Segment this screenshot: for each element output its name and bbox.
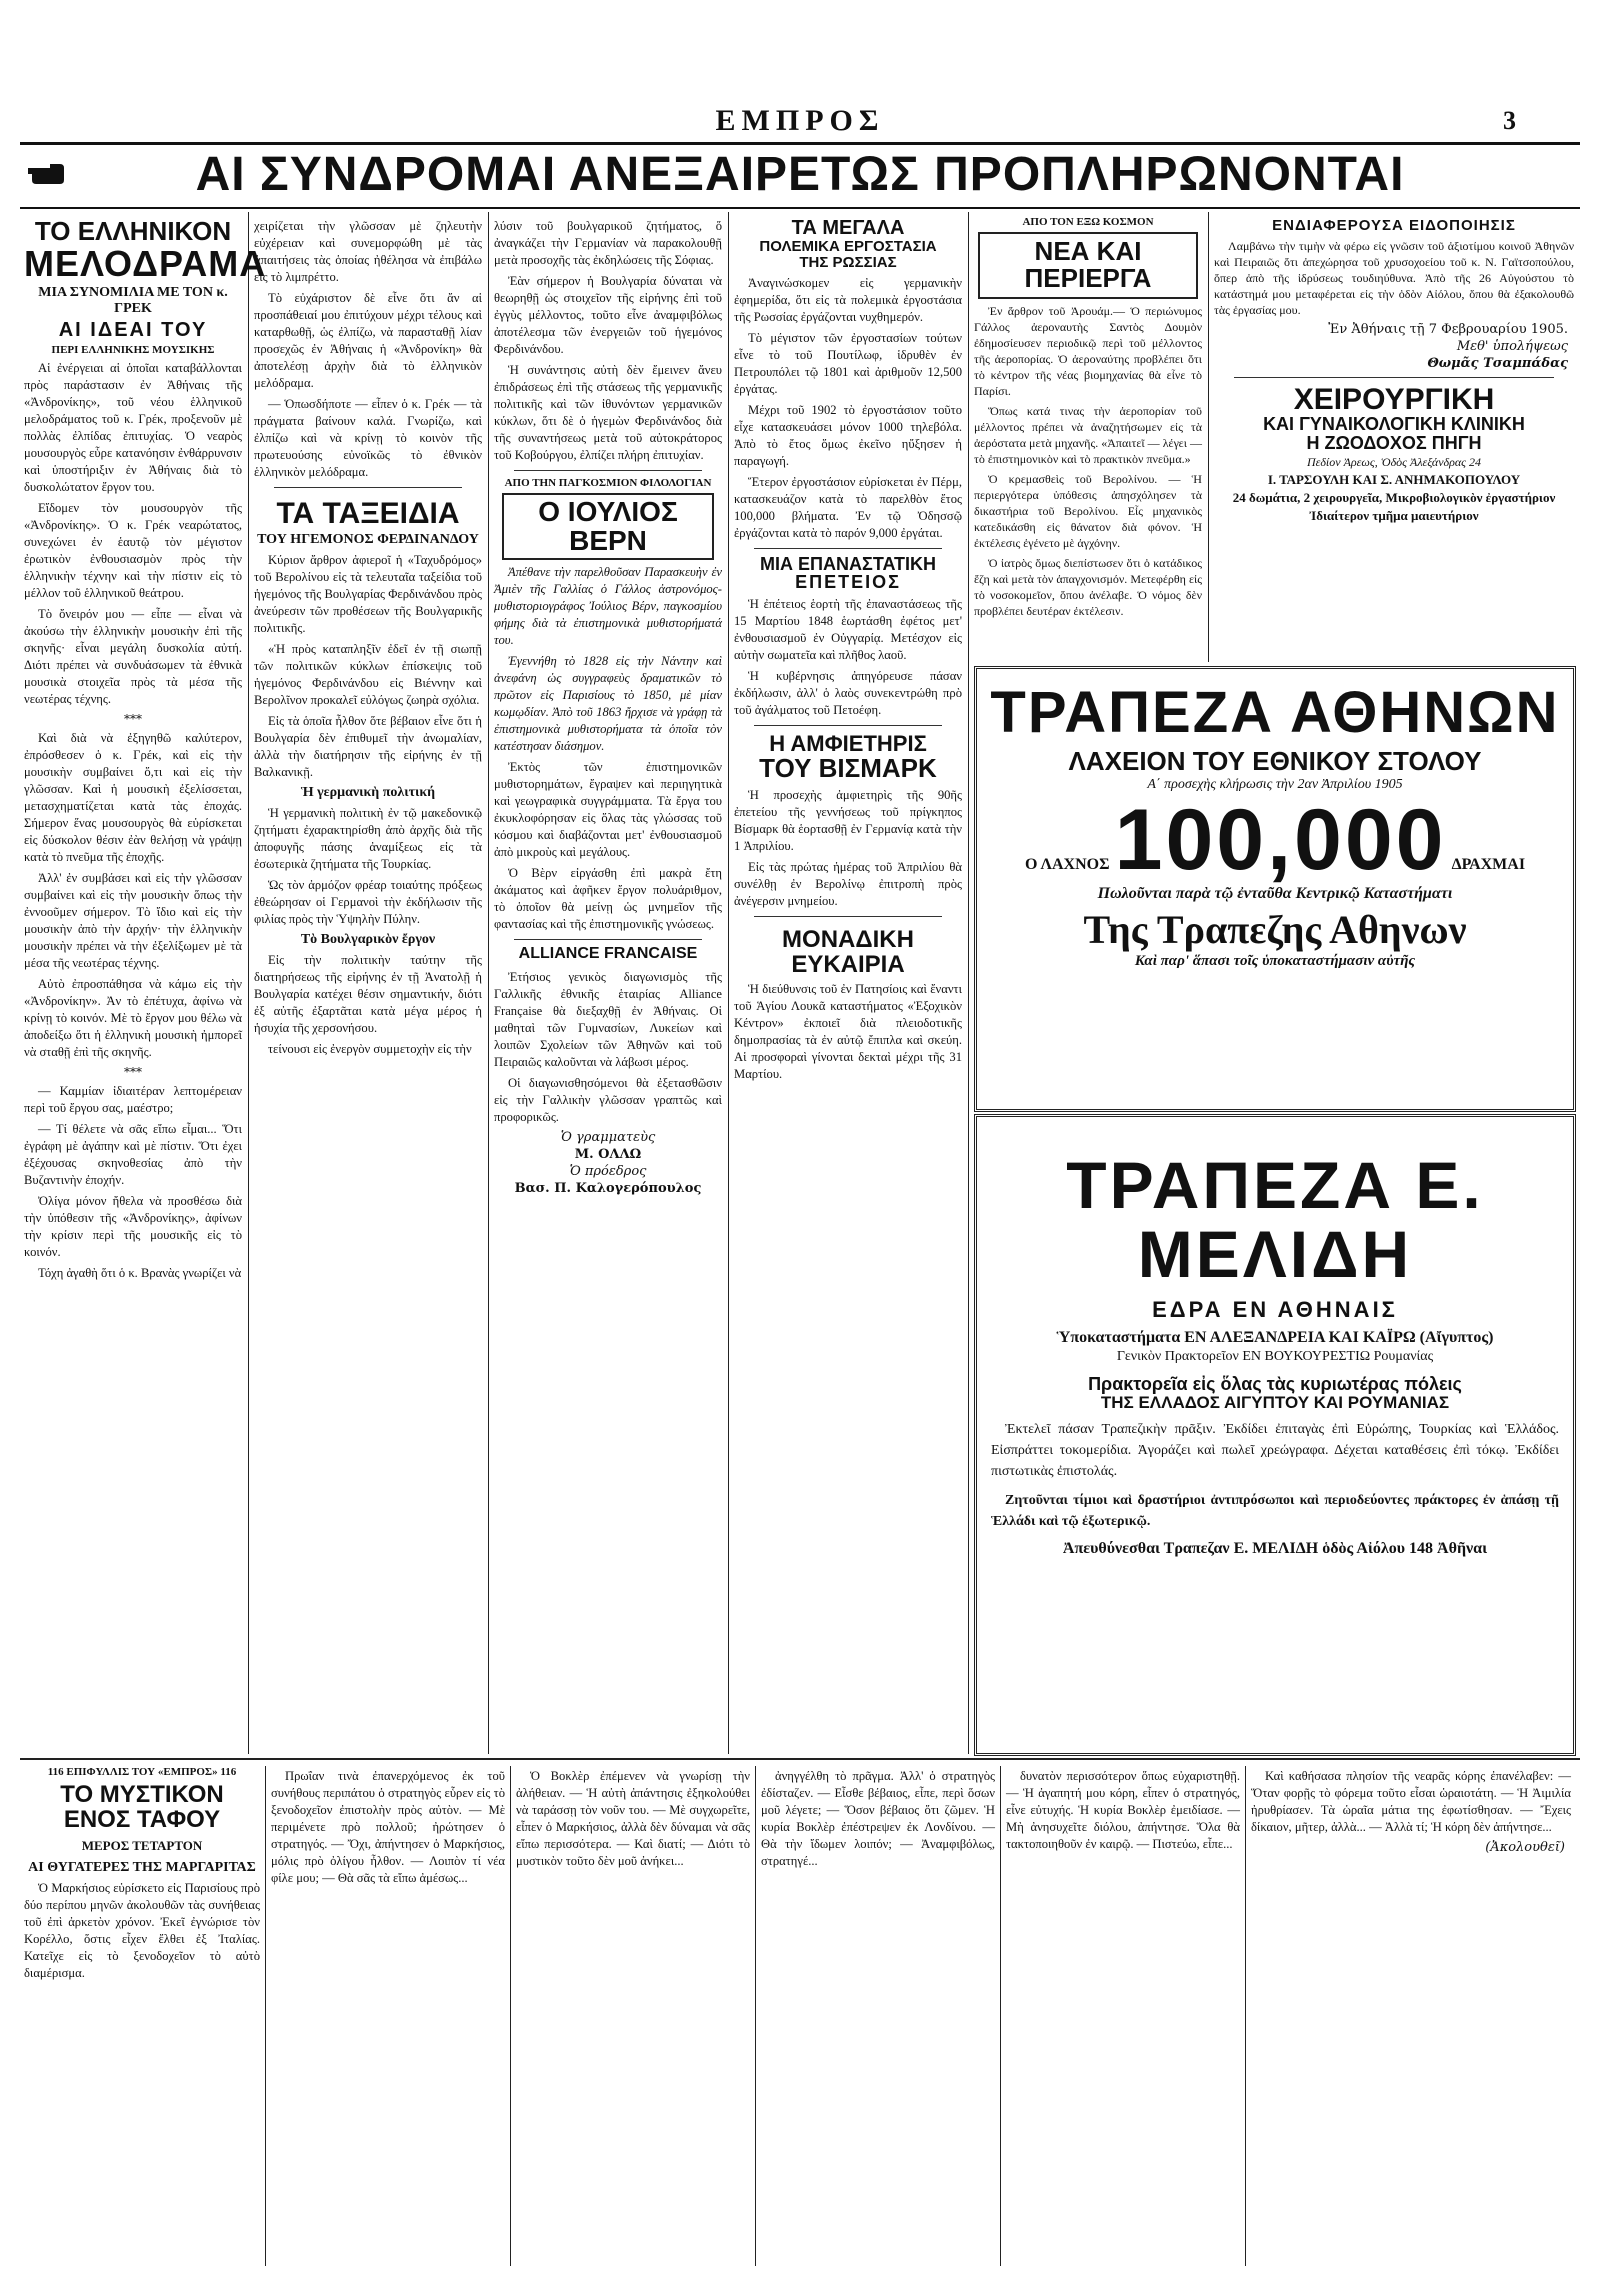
headline-anniversary: ΕΠΕΤΕΙΟΣ [795,572,901,593]
headline-bismarck: ΤΟΥ ΒΙΣΜΑΡΚ [759,753,937,784]
asterism: *** [124,1065,142,1080]
kicker: ΑΠΟ ΤΗΝ ΠΑΓΚΟΣΜΙΟΝ ΦΙΛΟΛΟΓΙΑΝ [504,477,712,489]
column-divider [1208,212,1209,662]
serial-column [1251,1764,1571,2268]
paragraph: Ὅπως κατά τινας τὴν ἀεροπορίαν τοῦ μέλλοντος πρέπει νὰ ἀναζητήσωμεν εἰς τὰ ἀερόστατα μετὰ μηχανῆς. «Ἀπαιτεῖ — λέγει — τὸ ἐπιστημονικὸν καὶ τὸ πρακτικὸν πνεῦμα.» [974,403,1202,466]
paragraph: Ἡ προσεχὴς ἀμφιετηρὶς τῆς 90ῆς ἐπετείου τῆς γεννήσεως τοῦ πρίγκηπος Βίσμαρκ θὰ ἑορτασθῇ ἐν Γερμανίᾳ κατὰ τὴν 1 Ἀπριλίου. [734,787,962,853]
prize-label: Ο ΛΑΧΝΟΣ [1024,856,1110,874]
headline-greek: ΤΟ ΕΛΛΗΝΙΚΟΝ [34,216,232,246]
ad-title: ΤΡΑΠΕΖΑ ΑΘΗΝΩΝ [990,680,1560,745]
serial-column [516,1764,750,2268]
subscription-banner [20,146,1580,204]
paragraph: Κύριον ἄρθρον ἀφιεροῖ ἡ «Ταχυδρόμος» τοῦ Βερολίνου εἰς τὰ τελευταῖα ταξείδια τοῦ ἡγεμόνος τῆς Βουλγαρίας Φερδινάνδου πρὸς ἀνεύρεσιν τῶν προθέσεων τῆς Βουλγαρικῆς πολιτικῆς. [254,552,482,635]
clinic-heading: ΧΕΙΡΟΥΡΓΙΚΗ [1293,382,1495,416]
paragraph: Ὁ ἰατρὸς ὅμως διεπίστωσεν ὅτι ὁ κατάδικος ἔζη καὶ μετὰ τὸν ἀπαγχονισμόν. Μετεφέρθη εἰς τὸ νοσοκομεῖον, ὅπου ἀνέλαβε. Ὁ νόμος δὲν προβλέπει δευτέραν ἐκτέλεσιν. [974,555,1202,618]
paragraph: Τὸ ὄνειρόν μου — εἶπε — εἶναι νὰ ἀκούσω τὴν ἑλληνικὴν μουσικὴν ἐπὶ τῆς σκηνῆς· εἶναι μεγάλη δυσκολία αὐτή. Διότι πρέπει νὰ συνδυάσωμεν τὰ ἐθνικὰ μουσικὰ στοιχεῖα πρὸς τὰ μέσα τῆς νεωτέρας τέχνης. [24,607,242,707]
divider [754,916,942,917]
page-number: 3 [1503,106,1516,135]
paragraph: Ἕτερον ἐργοστάσιον εὑρίσκεται ἐν Πέρμ, κατασκευάζον κατὰ τὸ παρελθὸν ἔτος 100,000 βλήματα. Ἐν τῷ Ὀδησσῷ ἐργάζονται κατὰ τὸ παρόν 9,000 ἐργάται. [734,474,962,540]
paragraph: Ἐν ἄρθρον τοῦ Ἀρουάμ.— Ὁ περιώνυμος Γάλλος ἀεροναυτὴς Σαντὸς Δουμὸν ἐδημοσίευσεν περιοδικῷ περὶ τοῦ μέλλοντος τῆς ἀεροπορίας. Ὁ ἀεροναύτης προβλέπει ὅτι τὸ κέντρον τῆς νέας βιομηχανίας θὰ εἶνε τὸ Παρίσι. [974,303,1202,398]
ad-title: ΤΡΑΠΕΖΑ Ε. ΜΕΛΙΔΗ [1066,1148,1484,1292]
paragraph: «Ἡ πρὸς καταπληξῖν ἐδεῖ ἐν τῇ σιωπῇ τῶν πολιτικῶν κύκλων ἐπίσκεψις τοῦ ἡγεμόνος Φερδινάνδου εἰς Βιέννην καὶ Βερολῖνον προκαλεῖ εὐλόγως ζωηρὰ σχόλια. [254,641,482,707]
paragraph: Ἐγεννήθη τὸ 1828 εἰς τὴν Νάντην καὶ ἀνεφάνη ὡς συγγραφεὺς δραματικῶν τὸ πρῶτον εἰς Παρισίους τὸ 1850, μὲ μίαν κωμῳδίαν. Ἀπὸ τοῦ 1863 ἤρχισε νὰ γράφῃ τὰ ἐπιστημονικὰ μυθιστορήματα τὰ ὁποῖα τὸν κατέστησαν διάσημον. [494,653,722,753]
divider [514,939,702,940]
subsection-title: Τὸ Βουλγαρικὸν ἔργον [300,931,436,947]
paragraph: Ἡ γερμανικὴ πολιτικὴ ἐν τῷ μακεδονικῷ ζητήματι ἐχαρακτηρίσθη ἀπὸ ἀρχῆς διὰ τῆς ἀποφυγῆς πάσης ἀναμίξεως εἰς τὰ ἐσωτερικὰ ζητήματα τῆς Τουρκίας. [254,805,482,871]
prize-amount: 100,000 [1114,792,1447,889]
paragraph: Ὡς τὸν ἀρμόζον φρέαρ τοιαύτης πρόξεως ἐθεώρησαν οἱ Γερμανοὶ τὴν ἐκδήλωσιν τῆς φιλίας πρὸς τὴν Ὑψηλὴν Πύλην. [254,877,482,926]
serial-column [1006,1764,1240,2268]
serial-text: Ὁ Μαρκήσιος εὑρίσκετο εἰς Παρισίους πρὸ δύο περίπου μηνῶν ἀκολουθῶν τὰς συνήθειας τοῦ ἐπὶ ἀρκετὸν χρόνον. Ἐκεῖ ἐγνώρισε τὸν Κορέλλο, ὅστις εἶχεν ἔλθει ἐξ Ἰταλίας. Κατεῖχε εἰς τὸ ξενοδοχεῖον τὸ αὐτὸ διαμέρισμα. [24,1881,260,1981]
paragraph: — Τί θέλετε νὰ σᾶς εἴπω εἶμαι... Ὅτι ἐγράφη μὲ ἀγάπην καὶ μὲ πίστιν. Ὅτι ἐχει ἐξέχουσας σκηνοθεσίας ἀπὸ τὴν Βυζαντινὴν ἐποχήν. [24,1122,242,1188]
ad-text: Ἐκτελεῖ πάσαν Τραπεζικὴν πρᾶξιν. Ἐκδίδει ἐπιταγὰς ἐπὶ Εὐρώπης, Τουρκίας καὶ Ἑλλάδος. Εἰσπράττει τοκομερίδια. Ἀγοράζει καὶ πωλεῖ χρεώγραφα. Δέχεται καταθέσεις ἐπὶ τόκῳ. Ἐκδίδει πιστωτικὰς ἐπιστολάς. [991,1422,1559,1480]
subsection-title: Ἡ γερμανικὴ πολιτική [300,784,436,800]
divider [754,548,942,549]
headline-alliance: ALLIANCE FRANCAISE [518,944,698,962]
pointing-hand-icon [26,158,66,188]
column-divider [755,1766,756,2266]
article-jules-verne [494,214,722,1752]
signature-name: Βασ. Π. Καλογερόπουλος [514,1180,702,1196]
serial-text: ἀνηγγέλθη τὸ πρᾶγμα. Ἀλλ' ὁ στρατηγὸς ἐδίσταζεν. — Εἶσθε βέβαιος, εἶπε, περὶ ὅσων μοῦ λέγετε; — Ὅσον βέβαιος ὅτι ζῶμεν. Ἡ κυρία Βοκλὲρ ἐπέστρεψεν ἐκ Λονδίνου. — Θὰ τὴν ἴδωμεν λοιπόν; — Ἀναμφιβόλως, στρατηγέ... [761,1769,995,1868]
ad-text-agents: Ζητοῦνται τίμιοι καὶ δραστήριοι ἀντιπρόσωποι καὶ περιοδεύοντες πράκτορες ἐν ἁπάσῃ τῇ Ἑλλάδι καὶ τῷ ἐξωτερικῷ. [991,1493,1559,1530]
paragraph: Τόχη ἀγαθὴ ὅτι ὁ κ. Βρανὰς γνωρίζει νὰ [38,1266,242,1281]
serial-text: δυνατὸν περισσότερον ὅπως εὐχαριστηθῇ. — Ἡ ἀγαπητή μου κόρη, εἶπεν ὁ στρατηγός, εἶνε εὐτυχής. Ἡ κυρία Βοκλὲρ ἐμειδίασε. — Μὴ ἀνησυχεῖτε διόλου, ἀπήντησε. Ὅλα θὰ τακτοποιηθοῦν ἐν καιρῷ. — Πιστεύω, εἶπε... [1006,1769,1240,1851]
divider [754,725,942,726]
serial-story [24,1764,260,2268]
banner-rule [20,207,1580,209]
notice-sign-label: Μεθ' ὑπολήψεως [1456,338,1568,354]
serial-episode: 116 ΕΠΙΦΥΛΛΙΣ ΤΟΥ «ΕΜΠΡΟΣ» 116 [47,1766,237,1778]
serial-divider [20,1758,1580,1760]
clinic-type: ΚΑΙ ΓΥΝΑΙΚΟΛΟΓΙΚΗ ΚΛΙΝΙΚΗ [1263,414,1525,435]
signature-name: Μ. ΟΛΛΩ [574,1146,642,1162]
headline-russia: ΤΗΣ ΡΩΣΣΙΑΣ [799,253,897,271]
paragraph: Εἰς τὰς πρώτας ἡμέρας τοῦ Ἀπριλίου θὰ συνέλθῃ ἐν Βερολίνῳ ἐπιτροπὴ πρὸς ἀνέγερσιν μνημείου. [734,859,962,908]
paragraph: Ἐκτὸς τῶν ἐπιστημονικῶν μυθιστορημάτων, ἔγραψεν καὶ περιηγητικὰ καὶ γεωγραφικὰ συγγράμματα. Τὰ ἔργα του ἐκυκλοφόρησαν εἰς ὅλας τὰς γλώσσας τοῦ κόσμου καὶ διαβάζονται μετ' ἐνθουσιασμοῦ ἀπὸ μικροὺς καὶ μεγάλους. [494,759,722,859]
paragraph: Ἡ κυβέρνησις ἀπηγόρευσε πάσαν ἐκδήλωσιν, ἀλλ' ὁ λαὸς συνεκεντρώθη πρὸ τοῦ ἀγάλματος τοῦ Πετοέφη. [734,669,962,718]
paragraph: τείνουσι εἰς ἐνεργὸν συμμετοχὴν εἰς τὴν [268,1041,472,1056]
ad-melidi-bank [974,1114,1576,1756]
paragraph: Εἰς τὴν πολιτικὴν ταύτην τῆς διατηρήσεως τῆς εἰρήνης ἐν τῇ Ἀνατολῇ ἡ Βουλγαρία κατέχει θέσιν σημαντικήν, διότι ἐξ αὐτῆς ἐξαρτᾶται κατὰ μέγα μέρος ἡ ἡσυχία τῆς χερσονήσου. [254,952,482,1035]
prize-unit: ΔΡΑΧΜΑΙ [1451,856,1526,874]
clinic-maternity: Ἰδιαίτερον τμῆμα μαιευτήριον [1309,508,1479,524]
ad-sold: Πωλοῦνται παρὰ τῷ ἐνταῦθα Κεντρικῷ Καταστήματι [1097,885,1453,903]
divider [1234,377,1554,378]
paragraph: — Καμμίαν ἰδιαιτέραν λεπτομέρειαν περὶ τοῦ ἔργου σας, μαέστρο; [24,1084,242,1116]
headline-melodrama: ΜΕΛΟΔΡΑΜΑ [24,243,267,285]
ad-subtitle: ΛΑΧΕΙΟΝ ΤΟΥ ΕΘΝΙΚΟΥ ΣΤΟΛΟΥ [1068,745,1482,776]
ad-bank-of-athens [974,666,1576,1112]
headline-unique-opportunity: ΜΟΝΑΔΙΚΗ ΕΥΚΑΙΡΙΑ [782,925,914,978]
notice-signature: Θωμᾶς Τσαμπάδας [1427,355,1568,371]
masthead [20,104,1580,144]
headline-verne: Ο ΙΟΥΛΙΟΣ ΒΕΡΝ [502,493,714,560]
column-divider [265,1766,266,2266]
column-divider [968,212,969,1754]
notice-text: Λαμβάνω τὴν τιμὴν νὰ φέρω εἰς γνῶσιν τοῦ ἀξιοτίμου κοινοῦ Ἀθηνῶν καὶ Πειραιῶς ὅτι ἀπεχώρησα τοῦ χρυσοχοείου τοῦ κ. Ν. Γαϊτσοπούλου, ὅπερ ἀπὸ τῆς ἱδρύσεως τουδιηύθυνα. Ἀπὸ τῆς 26 Αὐγούστου τὸ κατάστημά μου μεταφέρεται εἰς τὴν ὁδὸν Αἰόλου, ὅπου θὰ ἐξακολουθῶ τὰς ἐργασίας μου. [1214,238,1574,317]
paragraph: χειρίζεται τὴν γλῶσσαν μὲ ζηλευτὴν εὐχέρειαν καὶ συνεμορφώθη μὲ τὰς ἀπαιτήσεις τὰς ὁποίας ἠθέλησα νὰ ἐπιβάλω εἰς τὸ λιμπρέττο. [254,219,482,284]
serial-chapter: ΑΙ ΘΥΓΑΤΕΡΕΣ ΤΗΣ ΜΑΡΓΑΡΙΤΑΣ [28,1860,256,1876]
subheadline: ΜΙΑ ΣΥΝΟΜΙΛΙΑ ΜΕ ΤΟΝ κ. ΓΡΕΚ [38,285,228,317]
ad-countries: ΤΗΣ ΕΛΛΑΔΟΣ ΑΙΓΥΠΤΟΥ ΚΑΙ ΡΟΥΜΑΝΙΑΣ [1100,1392,1450,1412]
paragraph: Οἱ διαγωνισθησόμενοι θὰ ἐξετασθῶσιν εἰς τὴν Γαλλικὴν γλῶσσαν γραπτῶς καὶ προφορικῶς. [494,1075,722,1124]
headline-factories: ΠΟΛΕΜΙΚΑ ΕΡΓΟΣΤΑΣΙΑ [759,238,937,255]
ad-branches: Καὶ παρ' ἅπασι τοῖς ὑποκαταστήμασιν αὐτῆς [1134,953,1416,970]
notice-heading: ΕΝΔΙΑΦΕΡΟΥΣΑ ΕΙΔΟΠΟΙΗΣΙΣ [1272,217,1516,234]
paragraph: Αὐτὸ ἐπροσπάθησα νὰ κάμω εἰς τὴν «Ἀνδρονίκην». Ἀν τὸ ἐπέτυχα, ἀφίνω νὰ κρίνῃ τὸ κοινόν. Μὲ τὸ ἔργον μου θέλω νὰ ἀποδείξω ὅτι ἡ ἑλληνικὴ μουσικὴ ἠμπορεῖ νὰ σταθῇ ἐπὶ τῆς σκηνῆς. [24,977,242,1060]
paragraph: Ἀπέθανε τὴν παρελθοῦσαν Παρασκευὴν ἐν Ἀμιὲν τῆς Γαλλίας ὁ Γάλλος ἀστρονόμος-μυθιστοριογράφος Ἰούλιος Βέρν, παγκοσμίου φήμης διὰ τὰ ἐπιστημονικὰ μυθιστορήματά του. [494,564,722,647]
paragraph: Εἰς τὰ ὁποῖα ἦλθον ὅτε βέβαιον εἶνε ὅτι ἡ Βουλγαρία δὲν ἐπιθυμεῖ τὴν ἀνωμαλίαν, ἀλλὰ τὴν διατήρησιν τῆς εἰρήνης ἐν τῇ Βαλκανικῇ. [254,713,482,779]
column-divider [728,212,729,1754]
ad-agency: Γενικὸν Πρακτορεῖον ΕΝ ΒΟΥΚΟΥΡΕΣΤΙΩ Ρουμανίας [1116,1348,1434,1364]
signature-label: Ὁ πρόεδρος [569,1163,647,1179]
serial-text: Καὶ καθήσασα πλησίον τῆς νεαρᾶς κόρης ἐπανέλαβεν: — Ὅταν φορῇς τὸ φόρεμα τοῦτο εἶσαι ὡραιοτάτη. — Ἡ Ἀιμιλία ἠρυθρίασεν. Τὰ ὡραῖα μάτια της ἐφωτίσθησαν. — Ἔχεις δίκαιον, μῆτερ, ἀλλὰ... — Ἀλλὰ τί; Ἡ κόρη δὲν ἀπήντησε... [1251,1769,1571,1834]
paragraph: Μέχρι τοῦ 1902 τὸ ἐργοστάσιον τοῦτο εἶχε κατασκευάσει μόνον 1000 τηλεβόλα. Ἀπὸ τὸ ἔτος ὅμως ἐκεῖνο ηὔξησεν ἡ παραγωγή. [734,402,962,468]
column-divider [510,1766,511,2266]
ad-draw-date: Α΄ προσεχὴς κλήρωσις τὴν 2αν Ἀπριλίου 1905 [1147,777,1403,793]
section-title: ΑΙ ΙΔΕΑΙ ΤΟΥ [58,319,208,342]
headline-revolutionary: ΜΙΑ ΕΠΑΝΑΣΤΑΤΙΚΗ [760,553,936,574]
serial-text: Πρωΐαν τινὰ ἐπανερχόμενος ἐκ τοῦ συνήθους περιπάτου ὁ στρατηγὸς εὗρεν εἰς τὸ ξενοδοχεῖον ἐπιστολὴν πρὸς αὐτὸν. — Μὲ περιμένετε πρὸ πολλοῦ; ἠρώτησεν ὁ στρατηγός. — Ὄχι, ἀπήντησεν ὁ Μαρκήσιος, μόλις πρὸ ὀλίγου ἦλθον. — Λοιπὸν τί νέα φίλε μου; — Θὰ σᾶς τὰ εἴπω ἀμέσως... [271,1769,505,1885]
subheadline-ferdinand: ΤΟΥ ΗΓΕΜΟΝΟΣ ΦΕΡΔΙΝΑΝΔΟΥ [257,531,479,547]
signature-label: Ὁ γραμματεὺς [560,1129,656,1145]
paragraph: Ὁ κρεμασθεὶς τοῦ Βερολίνου. — Ἡ περιεργότερα ὑπόθεσις ἀπησχόλησεν τὰ δικαστήρια τοῦ Βερολίνου. Εἷς μηχανικὸς κατεδικάσθη εἰς θάνατον διὰ φόνον. Ἡ ἐκτέλεσις ἐγένετο μὲ ἀγχόνην. [974,471,1202,550]
masthead-rule [20,142,1580,145]
serial-column [271,1764,505,2268]
headline-travels: ΤΑ ΤΑΞΕΙΔΙΑ [276,497,460,530]
clinic-name: Η ΖΩΟΔΟΧΟΣ ΠΗΓΗ [1306,433,1482,454]
paragraph: Ὀλίγα μόνον ἤθελα νὰ προσθέσω διὰ τὴν ὑπόθεσιν τῆς «Ἀνδρονίκης», ἀφίνων τὴν κρίσιν περὶ τῆς μουσικῆς εἰς τὸ κοινόν. [24,1194,242,1260]
notice-date: Ἐν Ἀθήναις τῇ 7 Φεβρουαρίου 1905. [1328,321,1568,337]
ad-branches: Ὑποκαταστήματα ΕΝ ΑΛΕΞΑΝΔΡΕΙΑ ΚΑΙ ΚΑΪΡΩ (Αἴγυπτος) [1056,1328,1494,1346]
ad-contact: Ἀπευθύνεσθαι Τραπεζαν Ε. ΜΕΛΙΔΗ ὁδὸς Αἰόλου 148 Ἀθῆναι [1062,1540,1488,1558]
column-divider [488,212,489,1754]
serial-title: ΤΟ ΜΥΣΤΙΚΟΝ ΕΝΟΣ ΤΑΦΟΥ [60,1781,224,1834]
column-divider [248,212,249,1754]
clinic-rooms: 24 δωμάτια, 2 χειρουργεῖα, Μικροβιολογικὸν ἐργαστήριον [1232,490,1556,506]
banner-text: ΑΙ ΣΥΝΔΡΟΜΑΙ ΑΝΕΞΑΙΡΕΤΩΣ ΠΡΟΠΛΗΡΩΝΟΝΤΑΙ [195,148,1405,201]
paragraph: Τὸ μέγιστον τῶν ἐργοστασίων τούτων εἶνε τὸ τοῦ Πουτίλωφ, ἱδρυθὲν ἐν Πετρουπόλει τῷ 1801 καὶ ἀριθμοῦν 12,500 ἐργάτας. [734,330,962,396]
ad-seat: ΕΔΡΑ ΕΝ ΑΘΗΝΑΙΣ [1152,1296,1398,1322]
article-ferdinand-travels [254,214,482,1752]
paragraph: Ἡ διεύθυνσις τοῦ ἐν Πατησίοις καὶ ἔναντι τοῦ Ἁγίου Λουκᾶ καταστήματος «Ἐξοχικὸν Κέντρον» ἐκποιεῖ διὰ πλειοδοτικῆς δημοπρασίας τὰ ἐν αὐτῷ ἔπιπλα καὶ σκεύη. Αἱ προσφοραὶ γίνονται δεκταὶ μέχρι τῆς 31 Μαρτίου. [734,982,962,1082]
kicker: ΑΠΟ ΤΟΝ ΕΞΩ ΚΟΣΜΟΝ [1022,216,1154,228]
headline-kicker: ΤΑ ΜΕΓΑΛΑ [791,217,905,239]
headline-amphieteris: Η ΑΜΦΙΕΤΗΡΙΣ [769,731,927,757]
asterism: *** [124,712,142,727]
serial-continued: (Ἀκολουθεῖ) [1485,1840,1565,1855]
paragraph: — Ὁπωσδήποτε — εἶπεν ὁ κ. Γρέκ — τὰ πράγματα βαίνουν καλά. Γνωρίζω, καὶ ἐλπίζω καὶ νὰ κρίνῃ τὸ κοινὸν τῆς πρωτευούσης εὐνοϊκῶς τὸ ἐθνικὸν ἑλληνικὸν μελόδραμα. [254,397,482,479]
paragraph: λύσιν τοῦ βουλγαρικοῦ ζητήματος, ὅ ἀναγκάζει τὴν Γερμανίαν νὰ παρακολουθῇ μετὰ προσοχῆς τὰς ἐκδηλώσεις τῆς Σόφιας. [494,219,722,267]
clinic-address: Πεδίον Ἀρεως, Ὁδὸς Ἀλεξάνδρας 24 [1306,455,1482,470]
paragraph: Τὸ εὐχάριστον δὲ εἶνε ὅτι ἄν αἱ προσπάθειαί μου ἐπιτύχουν μέχρι τέλους καὶ καταρθωθῇ, ὡς ἐλπίζω, νὰ παρασταθῇ λίαν προσεχῶς ἐν Ἀθήναις ἡ «Ἀνδρονίκη» θὰ ἀποτελέσῃ ἀρχὴν διὰ τὸ ἑλληνικὸν μελόδραμα. [254,291,482,390]
notices-column [1214,214,1574,660]
serial-part: ΜΕΡΟΣ ΤΕΤΑΡΤΟΝ [81,1838,203,1854]
paragraph: Καὶ διὰ νὰ ἐξηγηθῶ καλύτερον, ἐπρόσθεσεν ὁ κ. Γρέκ, καὶ εἰς τὴν μουσικὴν συμβαίνει ὅ,τι καὶ εἰς τὴν γλῶσσαν. Καὶ ἡ μουσικὴ ἐξελίσσεται, μετασχηματίζεται κατὰ τὰς ἐποχάς. Σήμερον ἕνας μουσουργὸς θὰ εὑρίσκεται εἰς δύσκολον θέσιν ἐὰν θελήσῃ νὰ γράψῃ κατὰ τὸ πνεῦμα τῆς ἐποχῆς. [24,731,242,865]
paragraph: Ἀναγινώσκομεν εἰς γερμανικὴν ἐφημερίδα, ὅτι εἰς τὰ πολεμικὰ ἐργοστάσια τῆς Ρωσσίας ἐργάζονται νυχθημερόν. [734,275,962,324]
ad-prize [977,792,1573,889]
headline-news: ΝΕΑ ΚΑΙ ΠΕΡΙΕΡΓΑ [978,232,1198,299]
ad-bank-name: Της Τραπεζης Αθηνων [1083,907,1467,953]
divider [274,487,462,488]
ad-ops: Πρακτορεῖα εἰς ὅλας τὰς κυριωτέρας πόλεις [1088,1373,1462,1394]
clinic-doctors: Ι. ΤΑΡΣΟΥΛΗ ΚΑΙ Σ. ΑΝΗΜΑΚΟΠΟΥΛΟΥ [1267,472,1521,488]
article-world-news [974,214,1202,660]
paper-name: ΕΜΠΡΟΣ [715,104,885,137]
article-greek-melodrama [24,214,267,1752]
paragraph: Ἡ συνάντησις αὐτὴ δὲν ἔμεινεν ἄνευ ἐπιδράσεως ἐπὶ τῆς στάσεως τῆς γερμανικῆς πολιτικῆς καὶ τῶν ἰθυνόντων γερμανικῶν κύκλων, ὅτι δὲ ὁ ἡγεμὼν Φερδινάνδος διὰ τῆς συναντήσεως μετὰ τοῦ αὐτοκράτορος τοῦ Κοβούργου, ἐλπίζει πλήρη ἐπιτυχίαν. [494,363,722,462]
paragraph: Ἐὰν σήμερον ἡ Βουλγαρία δύναται νὰ θεωρηθῇ ὡς στοιχεῖον τῆς εἰρήνης ἐπὶ τοῦ ἐγγὺς μέλλοντος, τοῦτο εἶνε ἀναμφιβόλως ἀποτέλεσμα τῶν ἐνεργειῶν τοῦ ἡγεμόνος Φερδινάνδου. [494,274,722,356]
paragraph: Ἡ ἐπέτειος ἑορτὴ τῆς ἐπαναστάσεως τῆς 15 Μαρτίου 1848 ἑωρτάσθη ἐφέτος μετ' ἐνθουσιασμοῦ ἐν Οὐγγαρίᾳ. Μετέσχον εἰς αὐτὴν σωματεῖα καὶ πλῆθος λαοῦ. [734,597,962,663]
column-divider [1000,1766,1001,2266]
column-divider [1245,1766,1246,2266]
paragraph: Ἀλλ' ἐν συμβάσει καὶ εἰς τὴν γλῶσσαν συμβαίνει καὶ εἰς τὴν μουσικὴν ὅπως τὴν ἐννοοῦμεν σήμερον. Τὸ ἴδιο καὶ εἰς τὴν μουσικὴν ἀπὸ τὴν ἀρχήν· τὴν ἑλληνικὴν μουσικὴν πρέπει νὰ τὴν ἐξελίξωμεν μὲ τὰ μέσα τῆς νεωτέρας τέχνης. [24,871,242,971]
paragraph: Αἱ ἐνέργειαι αἱ ὁποῖαι καταβάλλονται πρὸς παράστασιν ἐν Ἀθήναις τῆς «Ἀνδρονίκης», τοῦ νέου ἑλληνικοῦ μελοδράματος τοῦ κ. Γρέκ, προξενοῦν μὲ πολλὰς ἐλπίδας ἐπιτυχίας. Ὁ νεαρὸς μουσουργὸς εὗρε κατανόησιν ἐνθάρρυνσιν καὶ ὑποστήριξιν ἐν Ἀθήναις διὰ τὸ δυσκολώτατον ἔργον του. [24,361,242,495]
serial-column [761,1764,995,2268]
serial-text: Ὁ Βοκλὲρ ἐπέμενεν νὰ γνωρίσῃ τὴν ἀλήθειαν. — Ἡ αὐτὴ ἀπάντησις ἐξηκολούθει νὰ ταράσσῃ τὸν νοῦν του. — Μὲ συγχωρεῖτε, εἶπεν ὁ Μαρκήσιος, ἀλλὰ δὲν δύναμαι νὰ σᾶς εἴπω περισσότερα. — Καὶ διατί; — Διότι τὸ μυστικὸν τοῦτο δὲν μοῦ ἀνήκει... [516,1769,750,1868]
section-subtitle: ΠΕΡΙ ΕΛΛΗΝΙΚΗΣ ΜΟΥΣΙΚΗΣ [51,344,215,357]
divider [514,470,702,471]
paragraph: Εἴδομεν τὸν μουσουργὸν τῆς «Ἀνδρονίκης». Ὁ κ. Γρέκ νεαρώτατος, συνεχώνει ἐν ἑαυτῷ τὸν μέγιστον ἐρωτικὸν ἐνθουσιασμὸν πρὸς τὴν ἑλληνικὴν τέχνην καὶ τὴν πίστιν εἰς τὸ μέλλον τοῦ ἑλληνικοῦ θεάτρου. [24,501,242,601]
article-russian-factories [734,214,962,1752]
paragraph: Ὁ Βὲρν εἰργάσθη ἐπὶ μακρὰ ἔτη ἀκάματος καὶ ἀφῆκεν ἔργον πολυάριθμον, τὸ ὁποῖον θὰ μείνῃ ὡς μνημεῖον τῆς φαντασίας καὶ τῆς ἐπιστημονικῆς γνώσεως. [494,865,722,931]
paragraph: Ἐτήσιος γενικὸς διαγωνισμὸς τῆς Γαλλικῆς ἐθνικῆς ἑταιρίας Alliance Française θὰ διεξαχθῇ ἐν Ἀθήναις. Οἱ μαθηταὶ τῶν Γυμνασίων, Λυκείων καὶ λοιπῶν Σχολείων τῶν Ἀθηνῶν καὶ τοῦ Πειραιῶς καλοῦνται νὰ λάβωσι μέρος. [494,969,722,1069]
